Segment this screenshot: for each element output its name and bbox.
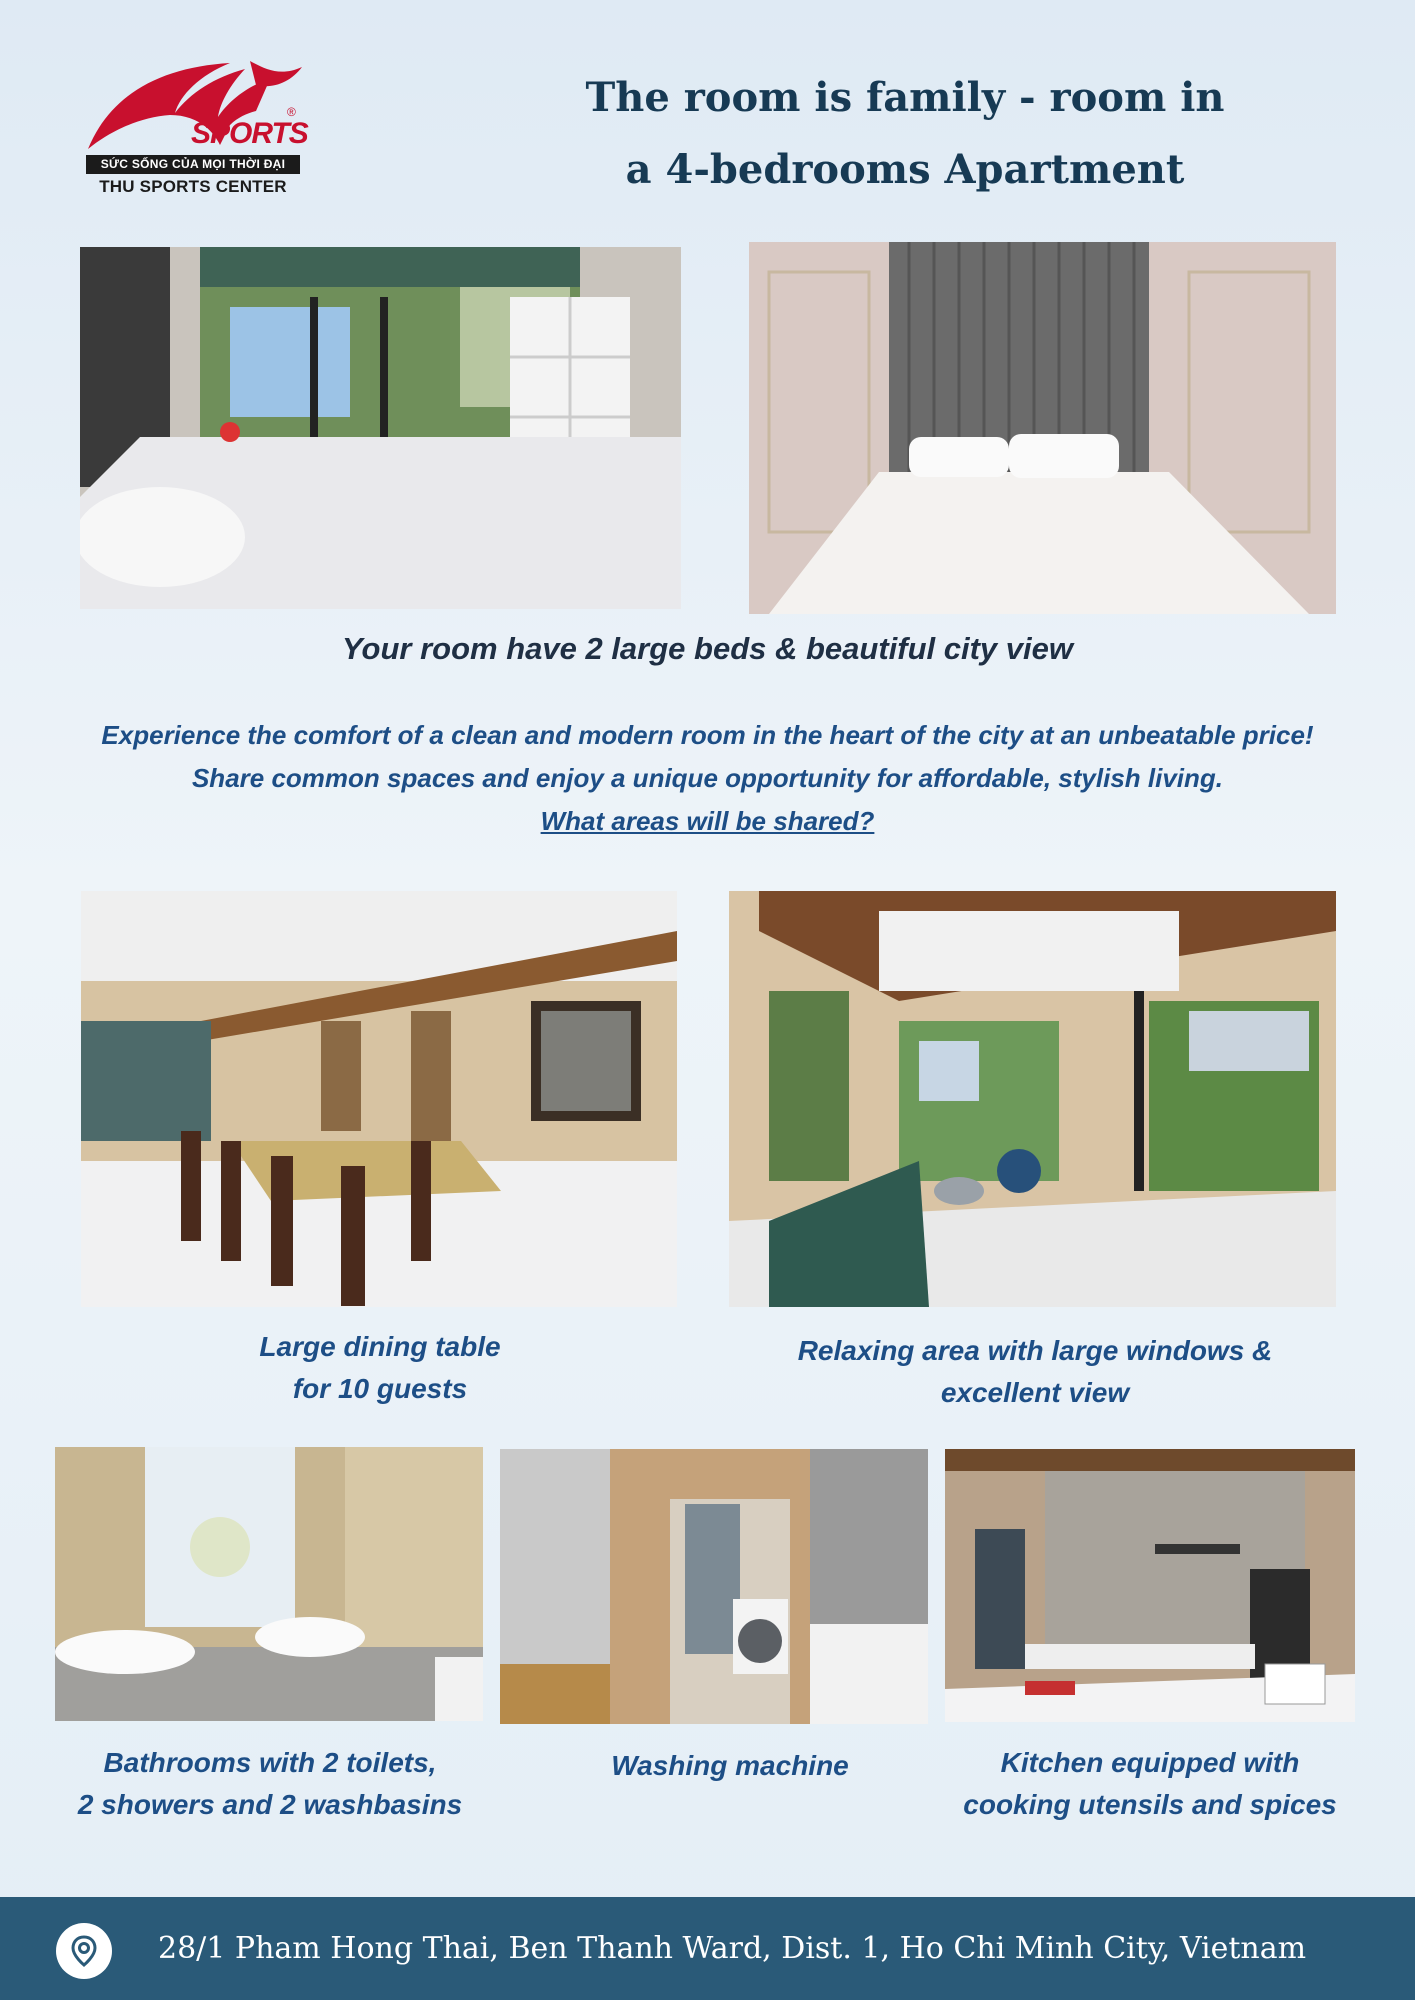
location-pin-icon [56,1923,112,1979]
brand-logo [80,55,310,205]
logo-slogan: SỨC SỐNG CỦA MỌI THỜI ĐẠI [86,155,300,174]
bathroom-caption [45,1742,495,1826]
kitchen-caption-line-2: cooking utensils and spices [963,1789,1337,1820]
page-title [520,62,1290,206]
relaxing-caption-line-1: Relaxing area with large windows & [797,1335,1273,1366]
dining-room-photo [81,891,677,1307]
dining-caption [180,1326,580,1410]
washing-caption: Washing machine [611,1750,849,1781]
kitchen-caption-line-1: Kitchen equipped with [1000,1747,1300,1778]
bedroom-city-view-photo [80,247,681,609]
shared-areas-link[interactable]: What areas will be shared? [540,806,875,836]
address-text: 28/1 Pham Hong Thai, Ben Thanh Ward, Dist. 1, Ho Chi Minh City, Vietnam [158,1931,1307,1966]
bathroom-caption-line-2: 2 showers and 2 washbasins [77,1789,463,1820]
page-title-line-2: a 4-bedrooms Apartment [625,146,1185,193]
logo-registered-mark: ® [287,105,296,119]
page-title-line-1: The room is family - room in [585,74,1225,121]
footer-bar [0,1897,1415,2000]
relaxing-area-photo [729,891,1336,1307]
kitchen-photo [945,1449,1355,1722]
intro-line-1: Experience the comfort of a clean and modern room in the heart of the city at an unbeatable price! [101,720,1314,750]
intro-text [40,714,1375,843]
room-caption: Your room have 2 large beds & beautiful city view [342,631,1073,666]
intro-line-2: Share common spaces and enjoy a unique opportunity for affordable, stylish living. [191,763,1224,793]
kitchen-caption [940,1742,1360,1826]
dining-caption-line-1: Large dining table [259,1331,501,1362]
logo-brand-text: SPORTS [191,117,308,150]
logo-center-name: THU SPORTS CENTER [99,177,287,196]
relaxing-caption-line-2: excellent view [940,1377,1130,1408]
bathroom-caption-line-1: Bathrooms with 2 toilets, [103,1747,437,1778]
washing-machine-photo [500,1449,928,1724]
bedroom-second-bed-photo [749,242,1336,614]
dining-caption-line-2: for 10 guests [292,1373,468,1404]
bathroom-photo [55,1447,483,1721]
relaxing-caption [760,1330,1310,1414]
